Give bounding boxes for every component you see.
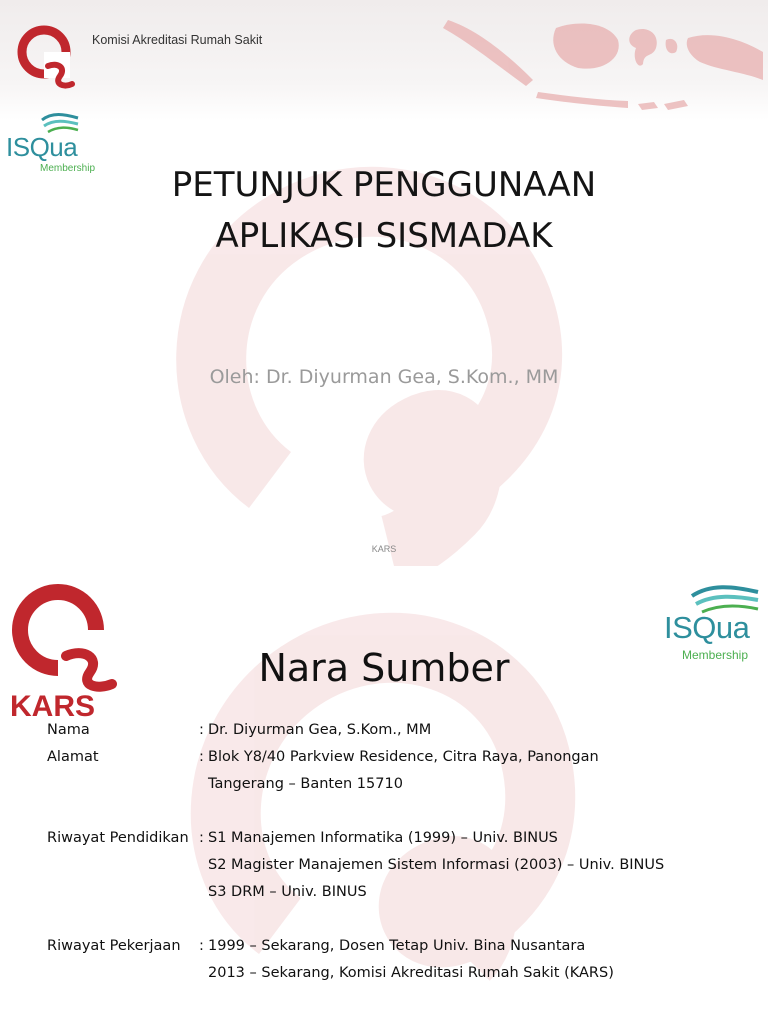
org-name: Komisi Akreditasi Rumah Sakit — [92, 33, 263, 47]
presentation-title — [0, 160, 768, 262]
bio-value: S1 Manajemen Informatika (1999) – Univ. BINUS — [208, 830, 558, 846]
bio-colon: : — [199, 749, 204, 765]
bio-row-pendidikan-s3 — [47, 884, 757, 911]
bio-value: S3 DRM – Univ. BINUS — [208, 884, 367, 900]
isqua-name: ISQua — [6, 132, 78, 162]
bio-label: Riwayat Pendidikan — [47, 830, 189, 846]
bio-row-nama — [47, 722, 757, 749]
isqua-membership: Membership — [682, 648, 749, 662]
bio-spacer — [47, 911, 757, 938]
bio-row-pekerjaan — [47, 938, 757, 965]
bio-row-pekerjaan-2 — [47, 965, 757, 992]
bio-value: Dr. Diyurman Gea, S.Kom., MM — [208, 722, 432, 738]
speaker-bio — [47, 722, 757, 992]
slide-footer: KARS — [371, 544, 397, 554]
title-line-1: PETUNJUK PENGGUNAAN — [171, 165, 597, 205]
slide-heading: Nara Sumber — [258, 646, 510, 690]
title-line-2: APLIKASI SISMADAK — [215, 216, 553, 256]
bio-spacer — [47, 803, 757, 830]
bio-row-alamat-cont — [47, 776, 757, 803]
bio-colon: : — [199, 938, 204, 954]
bio-row-alamat — [47, 749, 757, 776]
bio-row-pendidikan — [47, 830, 757, 857]
bio-value: Tangerang – Banten 15710 — [208, 776, 403, 792]
bio-value: 2013 – Sekarang, Komisi Akreditasi Rumah Sakit (KARS) — [208, 965, 614, 981]
bio-value: 1999 – Sekarang, Dosen Tetap Univ. Bina Nusantara — [208, 938, 586, 954]
slide-2 — [0, 566, 768, 1024]
bio-colon: : — [199, 830, 204, 846]
bio-row-pendidikan-s2 — [47, 857, 757, 884]
isqua-name: ISQua — [664, 610, 750, 645]
bio-colon: : — [199, 722, 204, 738]
kars-logo-text: KARS — [10, 690, 96, 718]
isqua-membership: Membership — [40, 163, 96, 174]
bio-value: Blok Y8/40 Parkview Residence, Citra Raya, Panongan — [208, 749, 599, 765]
bio-value: S2 Magister Manajemen Sistem Informasi (2003) – Univ. BINUS — [208, 857, 665, 873]
bio-label: Nama — [47, 722, 90, 738]
indonesia-map-icon — [438, 0, 768, 120]
bio-label: Alamat — [47, 749, 99, 765]
bio-label: Riwayat Pekerjaan — [47, 938, 181, 954]
kars-logo-icon — [14, 22, 78, 92]
presentation-author: Oleh: Dr. Diyurman Gea, S.Kom., MM — [209, 366, 559, 388]
